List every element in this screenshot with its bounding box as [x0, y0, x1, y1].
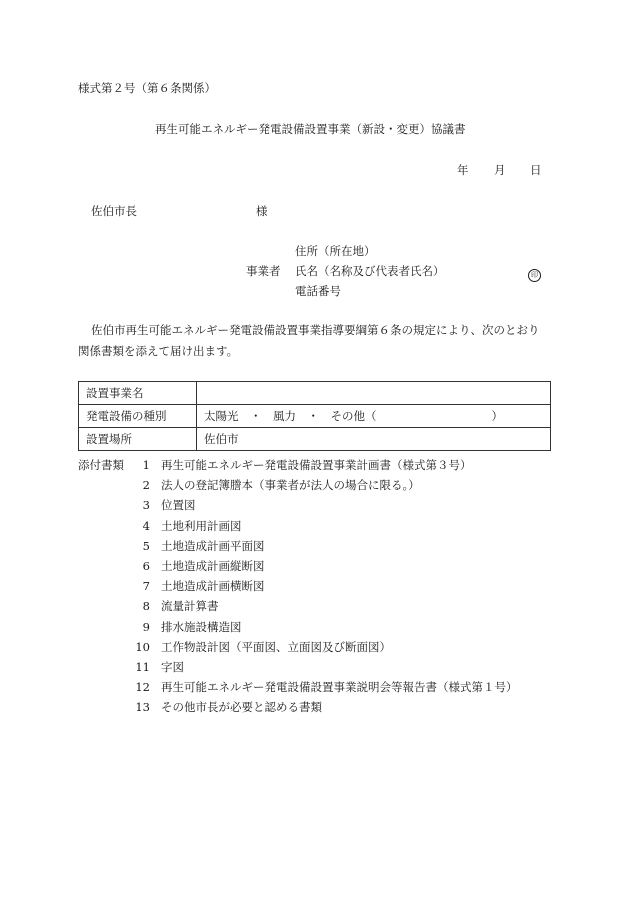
date-day: 日 — [530, 163, 542, 177]
form-number: 様式第２号（第６条関係） — [78, 81, 216, 95]
item-number: 8 — [142, 599, 150, 614]
item-text: 土地利用計画図 — [161, 518, 242, 533]
table-label: 発電設備の種別 — [79, 405, 197, 428]
item-text: 位置図 — [161, 498, 196, 513]
seal-mark — [528, 265, 541, 282]
seal-glyph: 印 — [528, 269, 541, 282]
table-row — [79, 405, 551, 428]
item-number: 10 — [135, 639, 150, 654]
item-text: 土地造成計画横断図 — [161, 579, 265, 594]
item-number: 11 — [135, 659, 150, 674]
table-value: 佐伯市 — [197, 428, 551, 451]
item-number: 2 — [142, 478, 150, 493]
table-label: 設置事業名 — [79, 382, 197, 405]
item-text: 再生可能エネルギー発電設備設置事業計画書（様式第３号） — [161, 458, 472, 472]
item-number: 5 — [142, 538, 150, 553]
item-number: 3 — [142, 498, 150, 513]
item-text: 字図 — [161, 659, 184, 674]
table-label: 設置場所 — [79, 428, 197, 451]
item-text: その他市長が必要と認める書類 — [161, 700, 322, 715]
info-table — [78, 381, 551, 451]
body-text-line-2: 関係書類を添えて届け出ます。 — [78, 344, 239, 358]
item-number: 7 — [142, 579, 150, 594]
document-title: 再生可能エネルギー発電設備設置事業（新設・変更）協議書 — [155, 122, 466, 136]
item-number: 12 — [135, 680, 150, 695]
operator-label: 事業者 — [246, 264, 281, 278]
table-row — [79, 428, 551, 451]
date-year: 年 — [457, 163, 469, 177]
attachments-heading: 添付書類 — [78, 458, 124, 472]
item-number: 1 — [142, 458, 150, 472]
item-number: 4 — [142, 518, 150, 533]
table-value — [197, 382, 551, 405]
addressee-name: 佐伯市長 — [91, 204, 137, 218]
table-row — [79, 382, 551, 405]
address-label: 住所（所在地） — [295, 244, 376, 258]
name-label: 氏名（名称及び代表者氏名） — [295, 264, 445, 278]
phone-label: 電話番号 — [295, 284, 341, 298]
body-text-line-1: 佐伯市再生可能エネルギー発電設備設置事業指導要綱第６条の規定により、次のとおり — [91, 323, 540, 337]
addressee-honorific: 様 — [256, 204, 268, 218]
item-text: 再生可能エネルギー発電設備設置事業説明会等報告書（様式第１号） — [161, 680, 518, 695]
item-text: 工作物設計図（平面図、立面図及び断面図） — [161, 639, 391, 654]
item-text: 排水施設構造図 — [161, 619, 242, 634]
item-text: 流量計算書 — [161, 599, 219, 614]
item-number: 6 — [142, 558, 150, 573]
table-value: 太陽光 ・ 風力 ・ その他（ ） — [197, 405, 551, 428]
item-text: 土地造成計画縦断図 — [161, 558, 265, 573]
item-text: 法人の登記簿謄本（事業者が法人の場合に限る。） — [161, 478, 420, 493]
date-month: 月 — [494, 163, 506, 177]
item-text: 土地造成計画平面図 — [161, 538, 265, 553]
item-number: 9 — [142, 619, 150, 634]
item-number: 13 — [135, 700, 150, 715]
